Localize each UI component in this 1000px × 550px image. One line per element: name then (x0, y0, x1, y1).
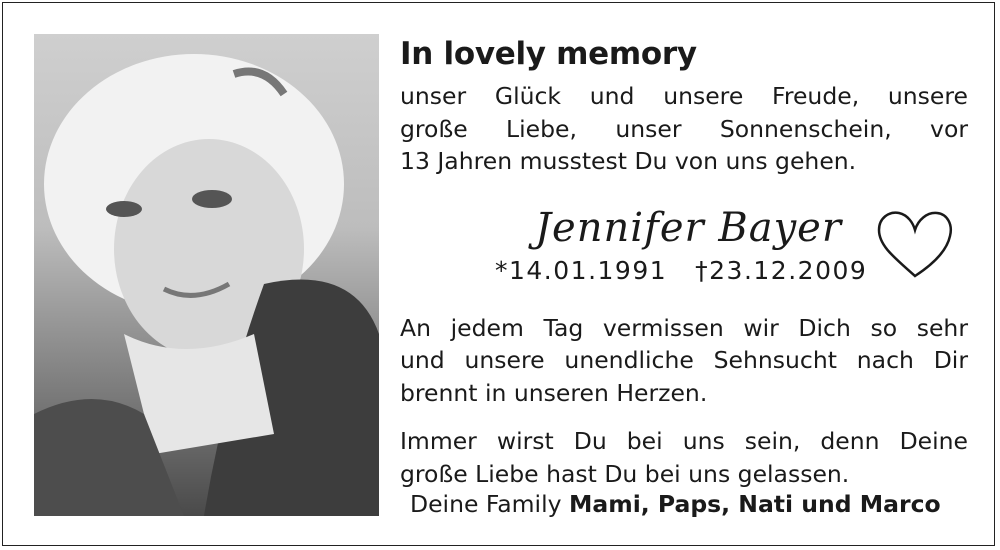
heading: In lovely memory (400, 36, 697, 72)
portrait-photo (34, 34, 379, 516)
signature-prefix: Deine Family (410, 490, 562, 518)
para2-line: brennt in unseren Herzen. (400, 378, 708, 407)
intro-line: unser Glück und unsere Freude, unsere (400, 82, 968, 110)
intro-line: 13 Jahren musstest Du von uns gehen. (400, 147, 857, 175)
para2-line: und unsere unendliche Sehnsucht nach Dir (400, 346, 968, 374)
para2-line: An jedem Tag vermissen wir Dich so sehr (400, 313, 968, 342)
signature-names: Mami, Paps, Nati und Marco (569, 490, 941, 518)
paragraph-2 (400, 312, 968, 410)
para3-line: große Liebe hast Du bei uns gelassen. (400, 459, 850, 488)
signature (410, 490, 941, 518)
intro-paragraph (400, 80, 968, 178)
heart-icon (875, 208, 955, 283)
paragraph-3 (400, 425, 968, 490)
intro-line: große Liebe, unser Sonnenschein, vor (400, 114, 968, 143)
death-date: †23.12.2009 (695, 256, 868, 285)
deceased-name: Jennifer Bayer (535, 205, 842, 251)
para3-line: Immer wirst Du bei uns sein, denn Deine (400, 427, 968, 455)
birth-date: *14.01.1991 (495, 256, 668, 285)
life-dates (495, 256, 895, 285)
